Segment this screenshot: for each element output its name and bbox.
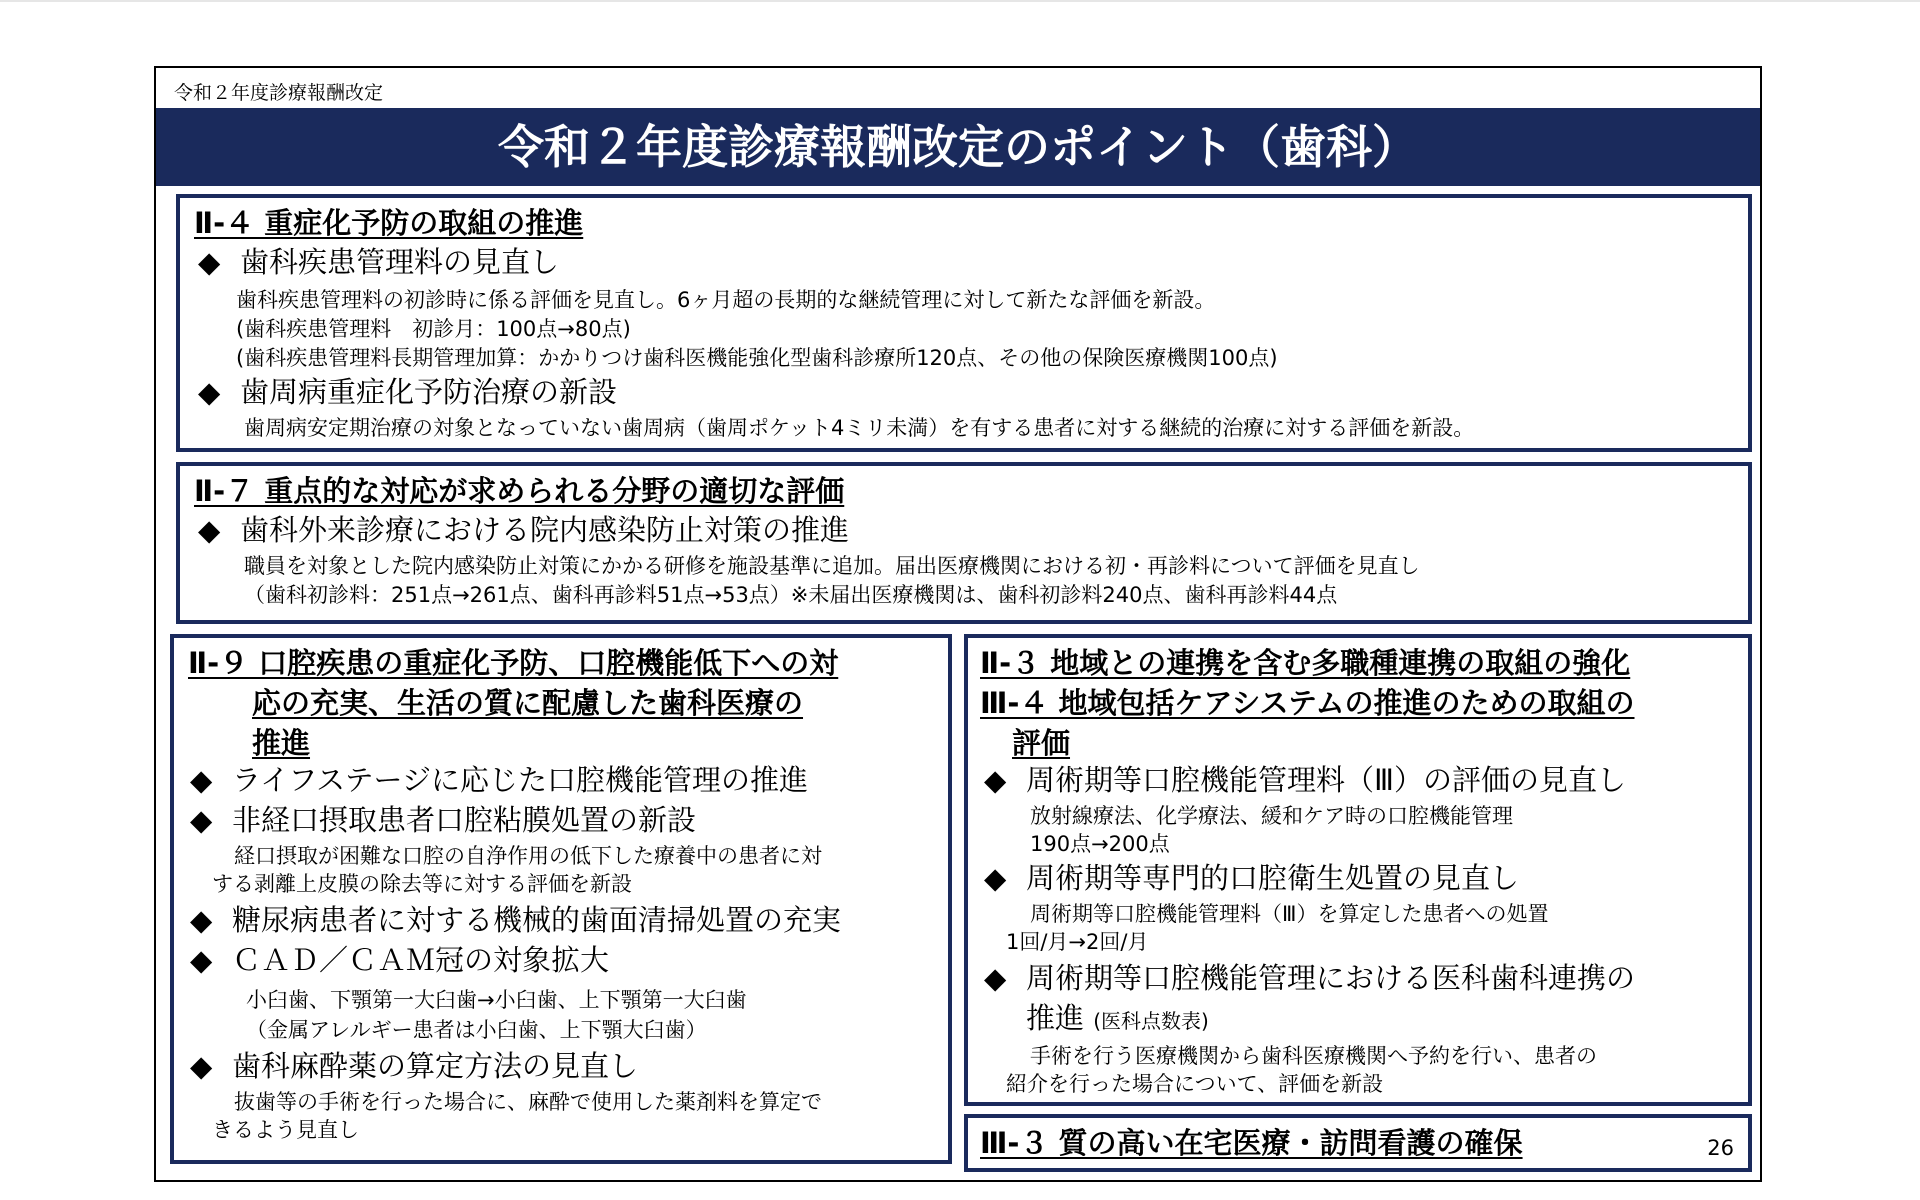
section-home-care	[964, 1114, 1752, 1172]
description: 紹介を行った場合について、評価を新設	[1006, 1072, 1384, 1096]
section-title: 評価	[1012, 726, 1071, 760]
description: 職員を対象とした院内感染防止対策にかかる研修を施設基準に追加。届出医療機関における初・再診料について評価を見直し	[244, 554, 1420, 578]
section-priority-areas	[176, 462, 1752, 624]
section-title: 応の充実、生活の質に配慮した歯科医療の	[252, 686, 804, 720]
section-multidisciplinary-cooperation	[964, 634, 1752, 1106]
bullet-item	[198, 244, 559, 280]
diamond-bullet-icon: ◆	[198, 245, 221, 279]
description: (歯科疾患管理料 初診月：100点→80点)	[236, 317, 631, 341]
section-title: Ⅱ-３ 地域との連携を含む多職種連携の取組の強化	[980, 646, 1631, 680]
bullet-item	[984, 762, 1626, 798]
bullet-label: 糖尿病患者に対する機械的歯面清掃処置の充実	[232, 903, 842, 937]
bullet-label-continued	[1026, 1000, 1209, 1039]
section-severity-prevention	[176, 194, 1752, 452]
diamond-bullet-icon: ◆	[984, 861, 1007, 895]
description: 1回/月→2回/月	[1006, 930, 1149, 954]
diamond-bullet-icon: ◆	[190, 763, 213, 797]
description: 小臼歯、下顎第一大臼歯→小臼歯、上下顎第一大臼歯	[246, 988, 747, 1012]
slide-category-label: 令和２年度診療報酬改定	[174, 82, 384, 104]
diamond-bullet-icon: ◆	[984, 763, 1007, 797]
bullet-item	[190, 802, 696, 838]
section-title: Ⅲ-４ 地域包括ケアシステムの推進のための取組の	[980, 686, 1635, 720]
diamond-bullet-icon: ◆	[190, 903, 213, 937]
bullet-item	[190, 1048, 638, 1084]
bullet-label: 歯科疾患管理料の見直し	[240, 245, 560, 279]
description: 周術期等口腔機能管理料（Ⅲ）を算定した患者への処置	[1030, 902, 1549, 926]
section-title: 推進	[252, 726, 311, 760]
diamond-bullet-icon: ◆	[198, 513, 221, 547]
bullet-label: 周術期等専門的口腔衛生処置の見直し	[1026, 861, 1520, 895]
bullet-label: 周術期等口腔機能管理料（Ⅲ）の評価の見直し	[1026, 763, 1626, 797]
bullet-note: (医科点数表)	[1093, 1009, 1209, 1033]
bullet-label: 歯周病重症化予防治療の新設	[240, 375, 618, 409]
diamond-bullet-icon: ◆	[198, 375, 221, 409]
bullet-item	[198, 512, 849, 548]
description: 放射線療法、化学療法、緩和ケア時の口腔機能管理	[1030, 804, 1513, 828]
description: （歯科初診料：251点→261点、歯科再診料51点→53点）※未届出医療機関は、歯科初診料240点、歯科再診料44点	[244, 583, 1338, 607]
diamond-bullet-icon: ◆	[190, 943, 213, 977]
bullet-item	[190, 762, 808, 798]
top-divider	[0, 0, 1920, 2]
description: 歯周病安定期治療の対象となっていない歯周病（歯周ポケット4ミリ未満）を有する患者に対する継続的治療に対する評価を新設。	[244, 416, 1475, 440]
bullet-label: 歯科外来診療における院内感染防止対策の推進	[240, 513, 850, 547]
description: 経口摂取が困難な口腔の自浄作用の低下した療養中の患者に対	[234, 844, 822, 868]
description: 手術を行う医療機関から歯科医療機関へ予約を行い、患者の	[1030, 1044, 1597, 1068]
bullet-item	[190, 902, 841, 938]
bullet-item	[198, 374, 617, 410]
bullet-label: ライフステージに応じた口腔機能管理の推進	[232, 763, 808, 797]
bullet-item	[190, 942, 609, 978]
description: きるよう見直し	[212, 1118, 359, 1142]
page-number: 26	[1707, 1136, 1734, 1160]
diamond-bullet-icon: ◆	[190, 1049, 213, 1083]
description: (歯科疾患管理料長期管理加算：かかりつけ歯科医機能強化型歯科診療所120点、その他の保険医療機関100点)	[236, 346, 1278, 370]
description: （金属アレルギー患者は小臼歯、上下顎大臼歯）	[246, 1018, 707, 1042]
description: 190点→200点	[1030, 832, 1170, 856]
section-title: Ⅲ-３ 質の高い在宅医療・訪問看護の確保	[980, 1126, 1523, 1160]
bullet-label: 推進	[1026, 1001, 1085, 1035]
diamond-bullet-icon: ◆	[984, 961, 1007, 995]
bullet-label: 周術期等口腔機能管理における医科歯科連携の	[1026, 961, 1636, 995]
bullet-label: 非経口摂取患者口腔粘膜処置の新設	[232, 803, 697, 837]
bullet-label: ＣＡＤ／ＣＡＭ冠の対象拡大	[232, 943, 610, 977]
description: 歯科疾患管理料の初診時に係る評価を見直し。6ヶ月超の長期的な継続管理に対して新たな評価を新設。	[236, 288, 1216, 312]
section-title: Ⅱ-９ 口腔疾患の重症化予防、口腔機能低下への対	[188, 646, 839, 680]
description: 抜歯等の手術を行った場合に、麻酔で使用した薬剤料を算定で	[234, 1090, 822, 1114]
section-title: Ⅱ-７ 重点的な対応が求められる分野の適切な評価	[194, 474, 845, 508]
slide-title: 令和２年度診療報酬改定のポイント（歯科）	[156, 108, 1760, 186]
slide	[154, 66, 1762, 1182]
description: する剥離上皮膜の除去等に対する評価を新設	[212, 872, 632, 896]
diamond-bullet-icon: ◆	[190, 803, 213, 837]
bullet-item	[984, 960, 1635, 996]
bullet-item	[984, 860, 1519, 896]
section-title: Ⅱ-４ 重症化予防の取組の推進	[194, 206, 584, 240]
section-oral-disease	[170, 634, 952, 1164]
bullet-label: 歯科麻酔薬の算定方法の見直し	[232, 1049, 639, 1083]
